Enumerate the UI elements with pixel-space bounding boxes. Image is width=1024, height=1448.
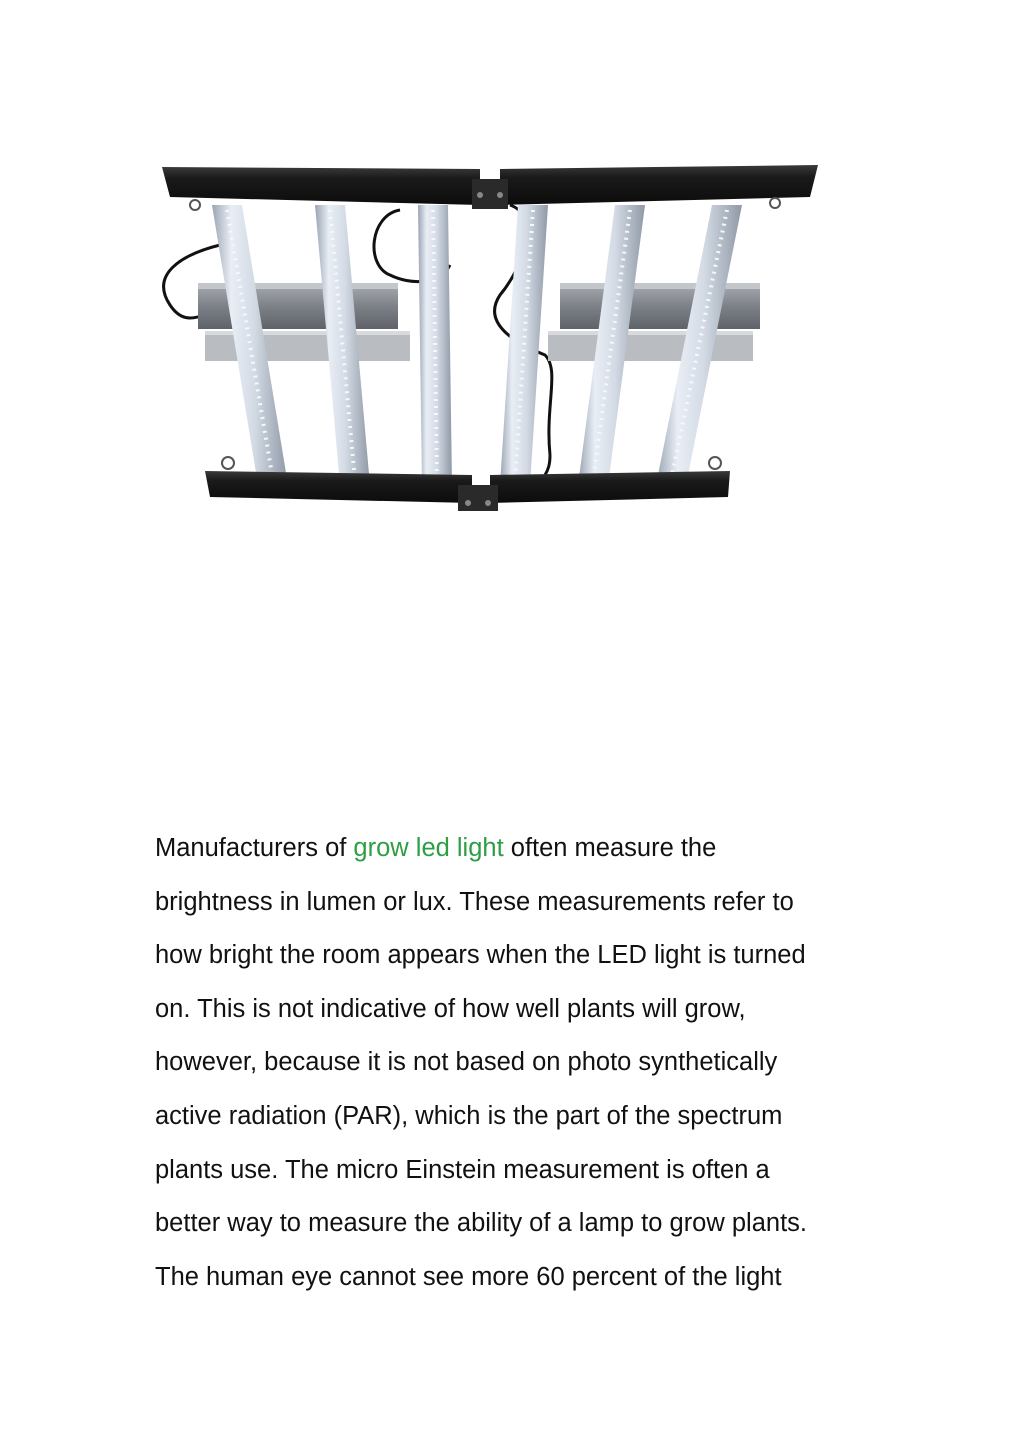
grow-led-light-link[interactable]: grow led light xyxy=(353,834,504,862)
paragraph-line-8: better way to measure the ability of a lamp to grow plants. xyxy=(155,1209,807,1238)
paragraph-line-5: however, because it is not based on photo synthetically xyxy=(155,1048,778,1077)
right-driver-box xyxy=(548,283,760,361)
paragraph-line-7: plants use. The micro Einstein measurement is often a xyxy=(155,1155,770,1184)
article-paragraph xyxy=(155,822,915,1304)
line-1-before-link: Manufacturers of xyxy=(155,834,354,862)
paragraph-line-6: active radiation (PAR), which is the part of the spectrum xyxy=(155,1101,783,1130)
paragraph-line-4: on. This is not indicative of how well plants will grow, xyxy=(155,994,746,1023)
top-frame-bar xyxy=(162,165,818,210)
led-strip-4 xyxy=(500,205,548,485)
paragraph-line-2: brightness in lumen or lux. These measurements refer to xyxy=(155,887,794,916)
paragraph-line-1 xyxy=(155,822,915,876)
paragraph-line-3: how bright the room appears when the LED light is turned xyxy=(155,941,806,970)
line-1-after-link: often measure the xyxy=(503,834,717,862)
led-strip-3 xyxy=(418,205,452,485)
led-grow-light-image xyxy=(150,155,830,525)
paragraph-line-9: The human eye cannot see more 60 percent of the light xyxy=(155,1262,782,1291)
